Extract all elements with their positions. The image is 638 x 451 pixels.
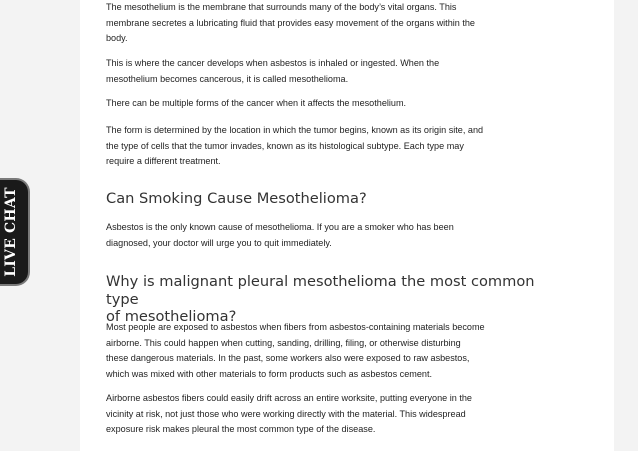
paragraph: The mesothelium is the membrane that surrounds many of the body’s vital organs. This membrane secretes a lubricating fluid that provides easy movement of the organs within the body. xyxy=(106,2,475,43)
live-chat-label: LIVE CHAT xyxy=(3,187,19,277)
live-chat-button[interactable] xyxy=(0,178,30,286)
section-heading: Why is malignant pleural mesothelioma the most common type of mesothelioma? xyxy=(106,273,535,325)
paragraph: The form is determined by the location in which the tumor begins, known as its origin site, and the type of cells that the tumor invades, known as its histological subtype. Each type may require a different treatment. xyxy=(106,125,484,166)
paragraph: This is where the cancer develops when asbestos is inhaled or ingested. When the mesothelium becomes cancerous, it is called mesothelioma. xyxy=(106,58,440,84)
paragraph: Asbestos is the only known cause of mesothelioma. If you are a smoker who has been diagnosed, your doctor will urge you to quit immediately. xyxy=(106,222,454,248)
section-heading: Can Smoking Cause Mesothelioma? xyxy=(106,190,367,207)
paragraph: Most people are exposed to asbestos when fibers from asbestos-containing materials become airborne. This could happen when cutting, sanding, drilling, filing, or otherwise disturbing these dangerous materials. In the past, some workers also were exposed to raw asbestos, which was mixed with other materials to form products such as asbestos cement. xyxy=(106,322,485,379)
paragraph: Airborne asbestos fibers could easily drift across an entire worksite, putting everyone in the vicinity at risk, not just those who were working directly with the material. This widespread exposure risk makes pleural the most common type of the disease. xyxy=(106,393,472,434)
article-content xyxy=(80,0,614,451)
paragraph: There can be multiple forms of the cancer when it affects the mesothelium. xyxy=(106,98,407,108)
